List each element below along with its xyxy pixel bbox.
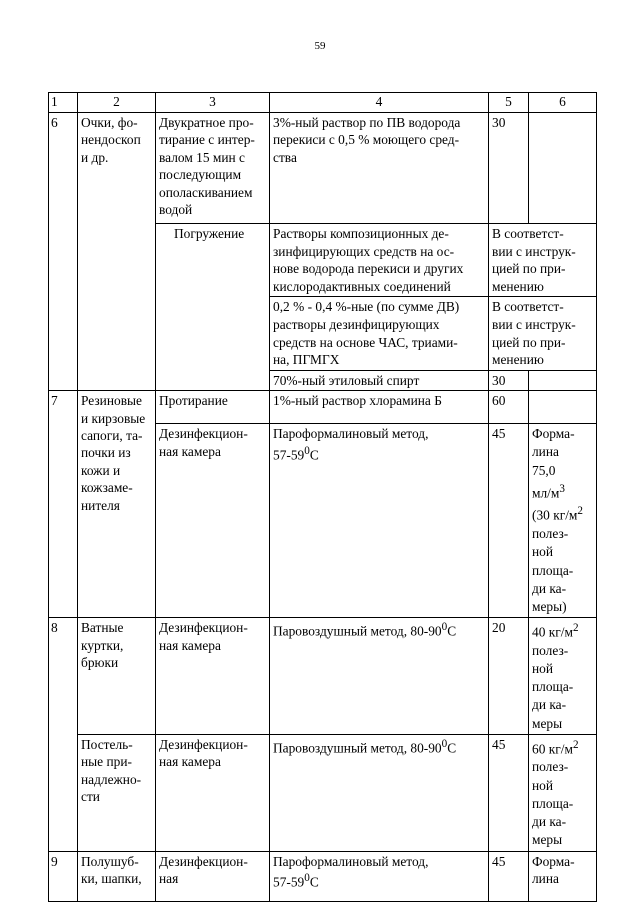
agent-cell: 3%-ный раствор по ПВ водорода перекиси с 0,5 % моющего сред- ства — [270, 113, 489, 224]
time-cell: 20 — [489, 618, 529, 735]
table-row — [49, 391, 597, 424]
norm-text: полез- ной площа- ди ка- меры — [532, 759, 574, 848]
degree-sup: 0 — [441, 737, 448, 750]
method-cell: Двукратное про- тирание с интер- валом 15 мин с последующим ополаскиванием водой — [156, 113, 270, 224]
header-cell-1: 1 — [49, 93, 78, 113]
norm-text: (30 кг/м — [532, 507, 578, 523]
method-cell: Дезинфекцион- ная — [156, 851, 270, 901]
table-row — [49, 113, 597, 224]
header-cell-3: 3 — [156, 93, 270, 113]
degree-sup: 0 — [304, 871, 310, 884]
page-number: 59 — [314, 40, 326, 52]
norm-cell — [529, 370, 597, 390]
object-cell: Резиновые и кирзовые сапоги, та- почки из кожи и кожзаме- нителя — [78, 391, 156, 618]
row-number: 8 — [49, 618, 78, 851]
time-cell: 30 — [489, 113, 529, 224]
norm-text: полез- ной площа- ди ка- меры — [532, 642, 574, 731]
method-cell: Протирание — [156, 391, 270, 424]
norm-sup: 2 — [577, 505, 583, 518]
row-number: 7 — [49, 391, 78, 618]
time-cell: 60 — [489, 391, 529, 424]
row-number: 9 — [49, 851, 78, 901]
agent-text-unit: С — [447, 623, 457, 639]
header-cell-6: 6 — [529, 93, 597, 113]
time-cell: 45 — [489, 424, 529, 618]
disinfection-table — [48, 92, 597, 902]
time-cell: 45 — [489, 851, 529, 901]
object-cell: Очки, фо- нендоскоп и др. — [78, 113, 156, 391]
time-cell: 45 — [489, 734, 529, 851]
norm-text: полез- ной площа- ди ка- меры) — [532, 526, 574, 614]
norm-sup: 2 — [572, 738, 579, 751]
norm-sup: 3 — [559, 482, 565, 495]
header-cell-4: 4 — [270, 93, 489, 113]
table-row — [49, 618, 597, 735]
object-cell: Ватные куртки, брюки — [78, 618, 156, 735]
agent-text-unit: С — [309, 874, 319, 890]
agent-text: Пароформалиновый метод, 57-59 — [273, 853, 429, 890]
table-row — [49, 734, 597, 851]
table-header-row — [49, 93, 597, 113]
agent-text: Пароформалиновый метод, 57-59 — [273, 426, 429, 463]
time-cell: В соответст- вии с инструк- цией по при- менению — [489, 224, 597, 297]
agent-cell — [270, 734, 489, 851]
agent-cell: 1%-ный раствор хлорамина Б — [270, 391, 489, 424]
agent-text: Паровоздушный метод, 80-90 — [273, 740, 442, 756]
norm-cell — [529, 391, 597, 424]
agent-text: Паровоздушный метод, 80-90 — [273, 623, 442, 639]
norm-cell — [529, 734, 597, 851]
agent-cell — [270, 618, 489, 735]
agent-cell: Растворы композиционных де- зинфицирующих средств на ос- нове водорода перекиси и других кислородактивных соединений — [270, 224, 489, 297]
agent-cell — [270, 424, 489, 618]
time-cell: В соответст- вии с инструк- цией по при- менению — [489, 297, 597, 370]
method-cell: Дезинфекцион- ная камера — [156, 618, 270, 735]
agent-cell — [270, 851, 489, 901]
header-cell-2: 2 — [78, 93, 156, 113]
object-cell: Полушуб- ки, шапки, — [78, 851, 156, 901]
time-cell: 30 — [489, 370, 529, 390]
object-cell: Постель- ные при- надлежно- сти — [78, 734, 156, 851]
norm-text: 60 кг/м — [532, 741, 573, 757]
norm-cell — [529, 618, 597, 735]
method-cell: Погружение — [156, 224, 270, 391]
norm-sup: 2 — [572, 622, 579, 635]
header-cell-5: 5 — [489, 93, 529, 113]
agent-cell: 0,2 % - 0,4 %-ные (по сумме ДВ) растворы дезинфицирующих средств на основе ЧАС, триами- на, ПГМГХ — [270, 297, 489, 370]
norm-cell: Форма- лина — [529, 851, 597, 901]
degree-sup: 0 — [441, 621, 448, 634]
norm-text: Форма- лина 75,0 мл/м — [532, 426, 575, 501]
agent-cell: 70%-ный этиловый спирт — [270, 370, 489, 390]
norm-text: 40 кг/м — [532, 624, 573, 640]
method-cell: Дезинфекцион- ная камера — [156, 734, 270, 851]
agent-text-unit: С — [447, 740, 457, 756]
norm-cell — [529, 113, 597, 224]
degree-sup: 0 — [304, 444, 310, 457]
row-number: 6 — [49, 113, 78, 391]
norm-cell — [529, 424, 597, 618]
table-row — [49, 851, 597, 901]
agent-text-unit: С — [309, 447, 319, 463]
method-cell: Дезинфекцион- ная камера — [156, 424, 270, 618]
